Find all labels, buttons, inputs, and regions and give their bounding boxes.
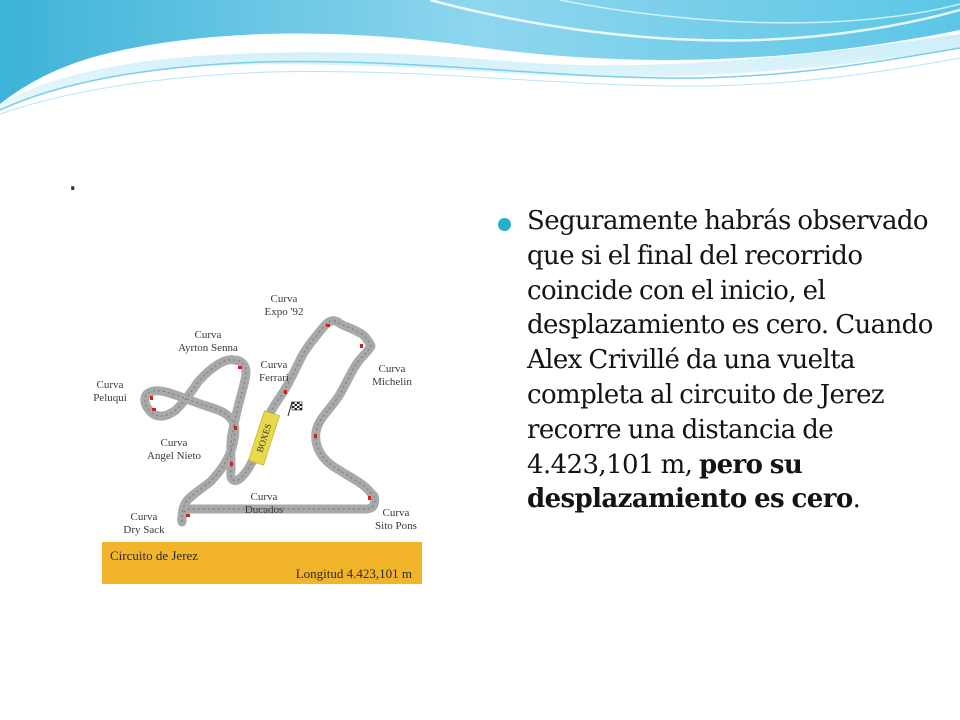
bullet-text-bold: pero su desplazamiento es cero (527, 449, 853, 515)
circuit-info-bar (102, 542, 422, 584)
curve-label-dry-sack: Curva Dry Sack (123, 511, 165, 536)
bullet-item (496, 204, 936, 517)
bullet-text-plain: Seguramente habrás observado que si el final del recorrido coincide con el inicio, el desplazamiento es cero. Cuando Alex Crivillé da una vuelta completa al circuito de Jerez recorre una distancia de 4.423,101 m, (527, 206, 933, 480)
curve-label-expo-92: Curva Expo '92 (264, 293, 304, 318)
circuit-diagram (86, 284, 432, 588)
curve-label-ferrari: Curva Ferrari (259, 359, 289, 384)
circuit-name: Circuito de Jerez (110, 548, 199, 563)
decorative-wave-header (0, 0, 960, 120)
stray-mark: . (68, 163, 78, 198)
curve-label-ducados: Curva Ducados (244, 491, 284, 516)
boxes-label: BOXES (254, 422, 274, 454)
curve-label-angel-nieto: Curva Angel Nieto (146, 437, 202, 462)
curve-label-ayrton-senna: Curva Ayrton Senna (178, 329, 238, 354)
bullet-text-end: . (852, 484, 861, 515)
curve-label-michelin: Curva Michelin (372, 363, 412, 388)
curve-label-peluqui: Curva Peluqui (93, 379, 127, 404)
curve-label-sito-pons: Curva Sito Pons (375, 507, 417, 532)
bullet-marker-icon (498, 218, 511, 231)
bullet-text (527, 204, 936, 517)
circuit-length: Longitud 4.423,101 m (295, 566, 412, 581)
